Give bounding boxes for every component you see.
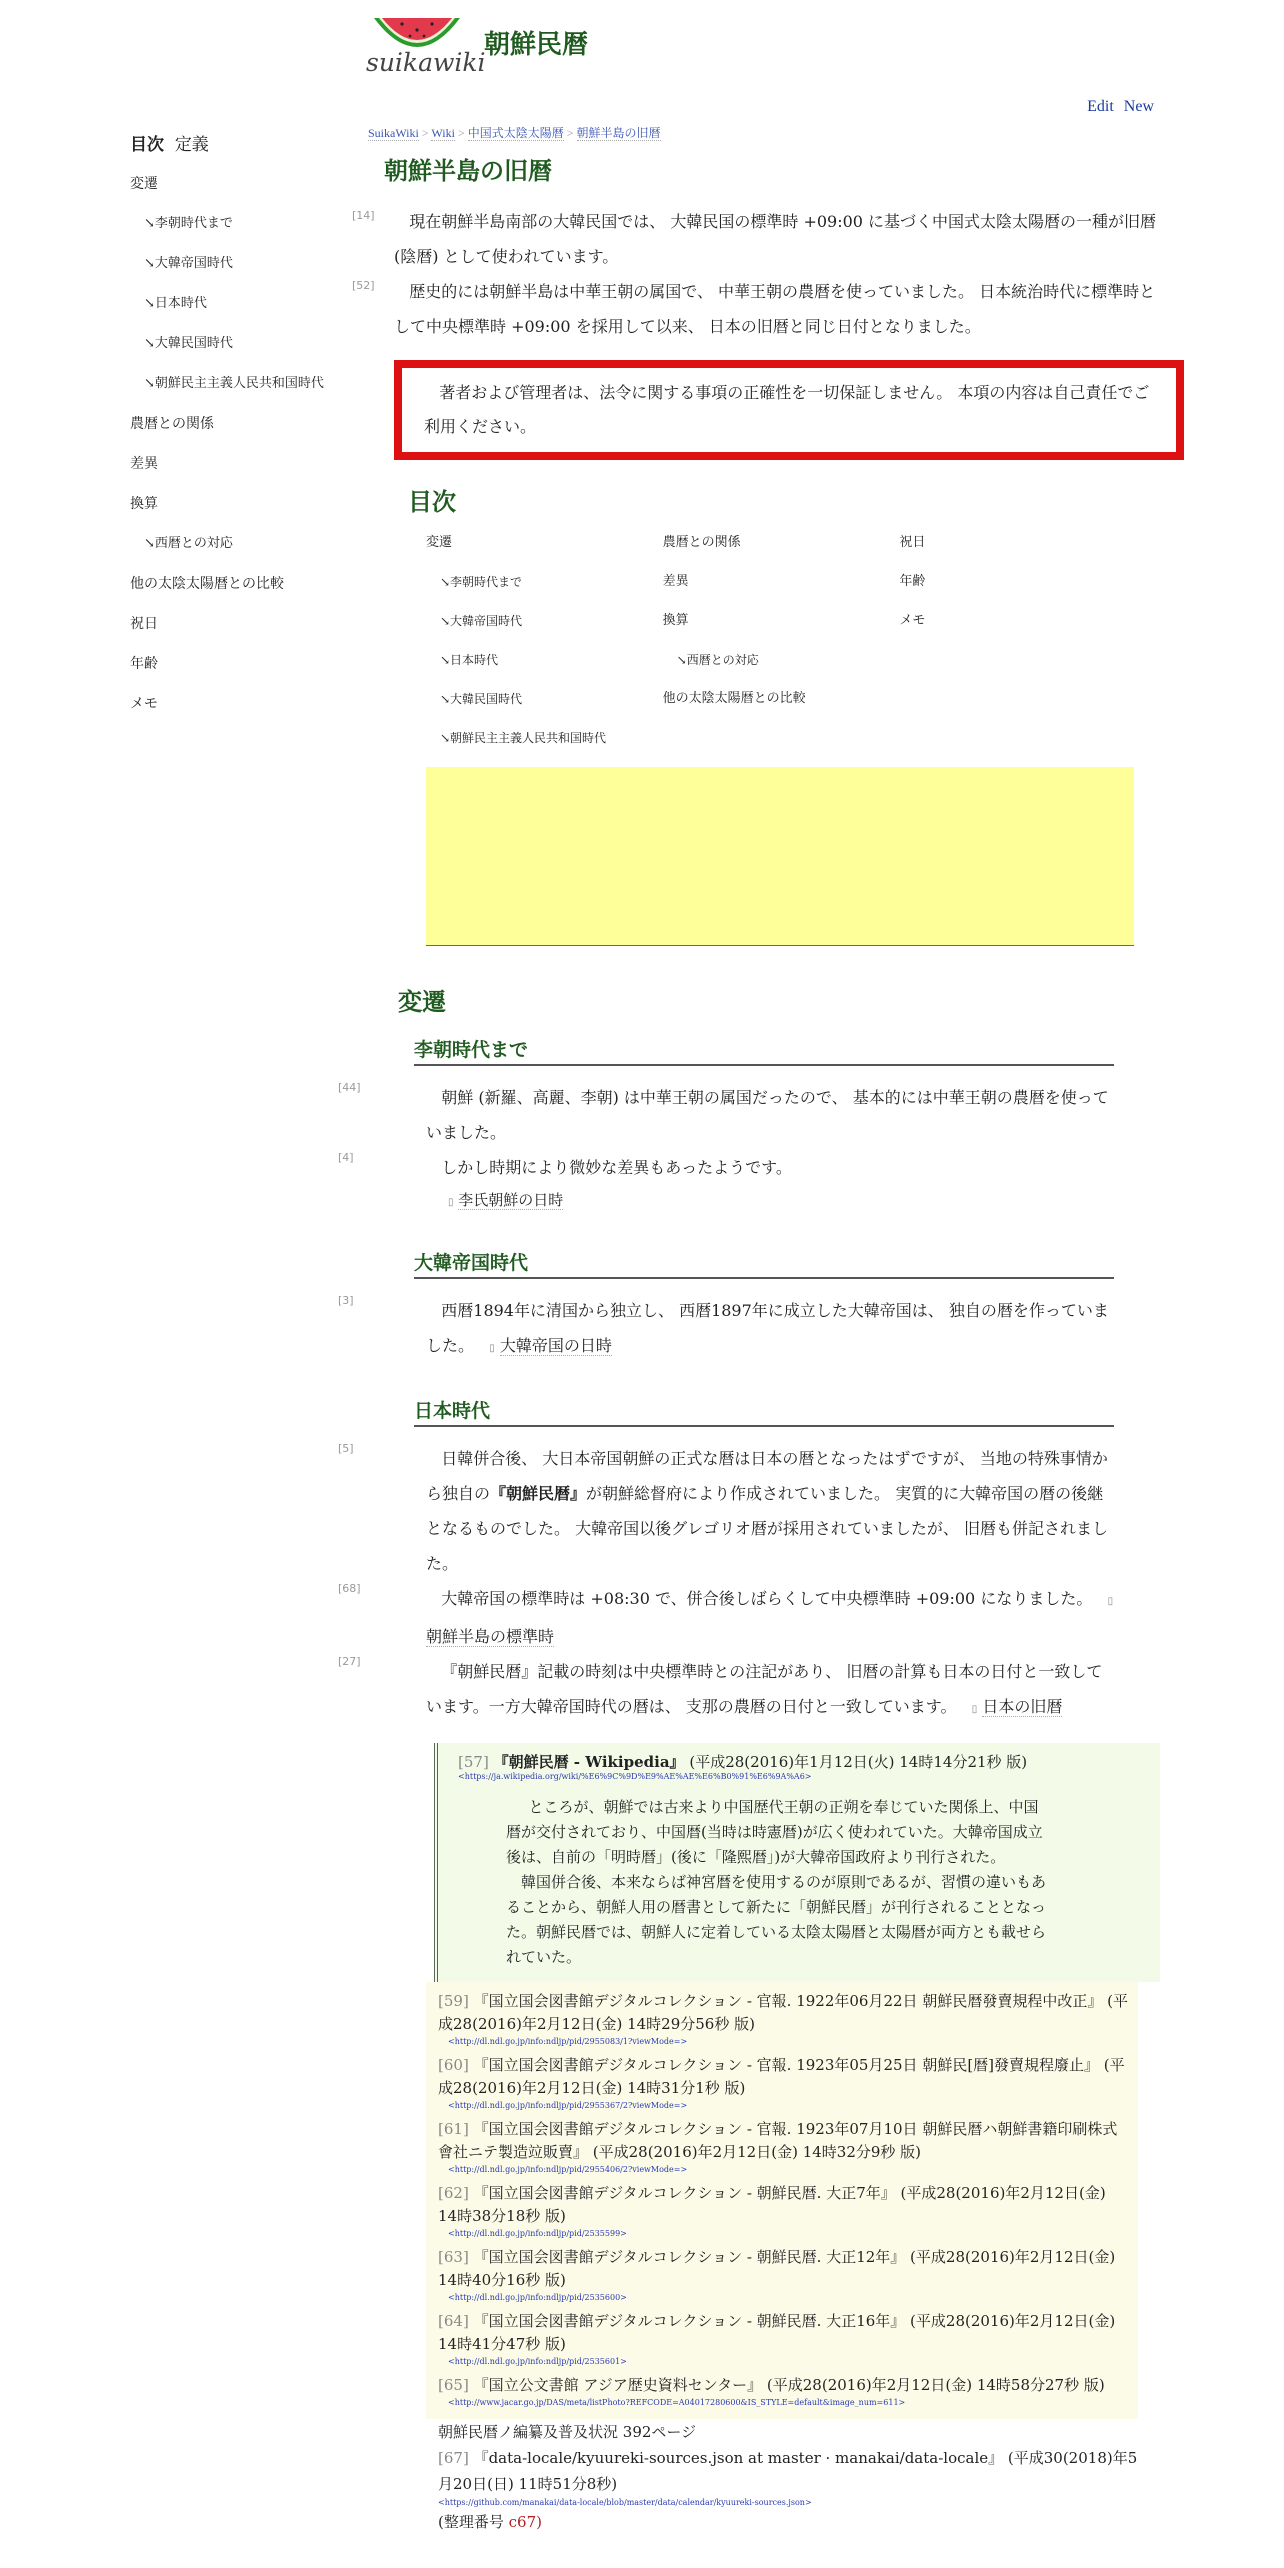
toc-link[interactable]: ↘李朝時代まで [440, 575, 523, 589]
sidebar-toc-link[interactable]: 差異 [130, 456, 158, 472]
reference-item [438, 2246, 1128, 2304]
sidebar-list [130, 173, 360, 733]
sidebar-toc-link[interactable]: ↘大韓帝国時代 [144, 256, 233, 271]
related-link[interactable]: 日本の旧暦 [982, 1697, 1063, 1716]
watermelon-icon [372, 16, 462, 50]
misc-notes [438, 2419, 1148, 2535]
reference-url[interactable]: <http://dl.ndl.go.jp/info:ndljp/pid/2535601> [448, 2357, 627, 2366]
quote-paragraph: ところが、朝鮮では古来より中国歴代王朝の正朔を奉じていた関係上、中国暦が交付されており、中国暦(当時は時憲暦)が広く使われていた。大韓帝国成立後は、自前の「明時暦」(後に「隆熙暦」)が大韓帝国政府より刊行された。 [506, 1798, 1043, 1866]
main-content [338, 124, 1157, 2535]
sidebar-toc-link[interactable]: 他の太陰太陽暦との比較 [130, 576, 284, 592]
reference-text: 『国立国会図書館デジタルコレクション - 朝鮮民暦. 大正16年』 (平成28(2016)年2月12日(金) 14時41分47秒 版) [438, 2312, 1116, 2353]
link-icon: ▯ [971, 1704, 978, 1715]
reference-number[interactable]: [65] [438, 2376, 474, 2394]
citation-number[interactable]: [57] [458, 1753, 489, 1771]
sidebar-toc-link[interactable]: ↘朝鮮民主主義人民共和国時代 [144, 376, 324, 391]
subsection-heading: 大韓帝国時代 [414, 1248, 1114, 1279]
paragraph-number[interactable]: [27] [338, 1655, 361, 1668]
reference-url[interactable]: <http://dl.ndl.go.jp/info:ndljp/pid/2955406/2?viewMode=> [448, 2165, 688, 2174]
citation-block [434, 1743, 1160, 1982]
citation-date: (平成28(2016)年1月12日(火) 14時14分21秒 版) [689, 1753, 1028, 1771]
paragraph-text: 日韓併合後、 大日本帝国朝鮮の正式な暦は日本の暦となったはずですが、 当地の特殊事情から独自の [426, 1449, 1108, 1503]
paragraph-text: 歴史的には朝鮮半島は中華王朝の属国で、 中華王朝の農暦を使っていました。 日本統治時代に標準時として中央標準時 +09:00 を採用して以来、 日本の旧暦と同じ日付となりました。 [394, 282, 1156, 336]
link-icon: ▯ [448, 1197, 454, 1208]
reference-text: 『国立国会図書館デジタルコレクション - 官報. 1923年07月10日 朝鮮民暦ハ朝鮮書籍印刷株式會社ニテ製造竝販賣』 (平成28(2016)年2月12日(金) 14時32分9秒 版) [438, 2120, 1118, 2161]
paragraph [338, 1080, 1116, 1150]
sidebar-toc-tab[interactable]: 目次 [130, 135, 164, 155]
sidebar-toc-link[interactable]: 年齢 [130, 656, 158, 672]
reference-text: 『data-locale/kyuureki-sources.json at master · manakai/data-locale』 (平成30(2018)年5月20日(日) 11時51分8秒) [438, 2449, 1138, 2493]
related-link-row [448, 1185, 1148, 1218]
breadcrumb: SuikaWiki > Wiki > 中国式太陰太陽暦 > 朝鮮半島の旧暦 [368, 126, 661, 140]
edit-link[interactable]: Edit [1087, 98, 1114, 115]
paragraph-text: 現在朝鮮半島南部の大韓民国では、 大韓民国の標準時 +09:00 に基づく中国式太陰太陽暦の一種が旧暦 (陰暦) として使われています。 [394, 212, 1157, 266]
sidebar-toc-link[interactable]: 祝日 [130, 616, 158, 632]
sidebar-toc-link[interactable]: ↘大韓民国時代 [144, 336, 233, 351]
toc-link[interactable]: メモ [899, 613, 926, 628]
sidebar-toc-link[interactable]: ↘日本時代 [144, 296, 207, 311]
legal-warning-box [394, 360, 1184, 460]
paragraph [338, 1654, 1116, 1727]
sidebar [130, 130, 360, 733]
reference-number[interactable]: [61] [438, 2120, 474, 2138]
breadcrumb-link[interactable]: SuikaWiki [368, 126, 419, 140]
sidebar-toc-link[interactable]: 変遷 [130, 176, 158, 192]
reference-url[interactable]: <http://www.jacar.go.jp/DAS/meta/listPhoto?REFCODE=A04017280600&IS_STYLE=default&image_num=611> [448, 2398, 906, 2407]
reference-text: 『国立国会図書館デジタルコレクション - 朝鮮民暦. 大正12年』 (平成28(2016)年2月12日(金) 14時40分16秒 版) [438, 2248, 1116, 2289]
sidebar-toc-link[interactable]: メモ [130, 696, 158, 712]
reference-number[interactable]: [67] [438, 2449, 469, 2467]
paragraph-number[interactable]: [4] [338, 1151, 354, 1164]
toc-link[interactable]: 変遷 [426, 535, 453, 550]
intro-paragraph [352, 204, 1164, 274]
paragraph-strong: 『朝鮮民暦』 [490, 1484, 587, 1503]
reference-url[interactable]: <http://dl.ndl.go.jp/info:ndljp/pid/2955083/1?viewMode=> [448, 2037, 688, 2046]
reference-text: 『国立国会図書館デジタルコレクション - 官報. 1923年05月25日 朝鮮民[暦]發賣規程廢止』 (平成28(2016)年2月12日(金) 14時31分1秒 版) [438, 2056, 1125, 2097]
toc-link[interactable]: ↘大韓民国時代 [440, 692, 523, 706]
paragraph-number[interactable]: [3] [338, 1294, 354, 1307]
toc-link[interactable]: ↘西暦との対応 [676, 653, 759, 667]
breadcrumb-link[interactable]: 朝鮮半島の旧暦 [576, 126, 661, 140]
breadcrumb-link[interactable]: 中国式太陰太陽暦 [467, 126, 564, 140]
paragraph-number[interactable]: [68] [338, 1582, 361, 1595]
reference-item [438, 1990, 1128, 2048]
sidebar-toc-link[interactable]: 換算 [130, 496, 158, 512]
toc-link[interactable]: ↘大韓帝国時代 [440, 614, 523, 628]
reference-item [438, 2054, 1128, 2112]
paragraph-text: 『朝鮮民暦』記載の時刻は中央標準時との注記があり、 旧暦の計算も日本の日付と一致しています。一方大韓帝国時代の暦は、 支那の農暦の日付と一致しています。 [426, 1662, 1103, 1716]
warning-text: 著者および管理者は、法令に関する事項の正確性を一切保証しません。 本項の内容は自己責任でご利用ください。 [424, 383, 1150, 436]
citation-header [458, 1751, 1148, 1772]
toc-link[interactable]: 祝日 [899, 535, 926, 550]
paragraph [338, 1150, 1116, 1185]
toc-column [426, 533, 663, 767]
paragraph-text: しかし時期により微妙な差異もあったようです。 [441, 1158, 792, 1177]
reference-text: 『国立国会図書館デジタルコレクション - 朝鮮民暦. 大正7年』 (平成28(2016)年2月12日(金) 14時38分18秒 版) [438, 2184, 1106, 2225]
toc-link[interactable]: 年齢 [899, 574, 926, 589]
paragraph-number[interactable]: [5] [338, 1442, 354, 1455]
breadcrumb-link[interactable]: Wiki [431, 126, 455, 140]
citation-url[interactable]: <https://ja.wikipedia.org/wiki/%E6%9C%9D%E9%AE%AE%E6%B0%91%E6%9A%A6> [458, 1772, 812, 1781]
sidebar-header [130, 130, 360, 155]
paragraph-number[interactable]: [44] [338, 1081, 361, 1094]
reference-url[interactable]: <https://github.com/manakai/data-locale/blob/master/data/calendar/kyuureki-sources.json> [438, 2498, 812, 2507]
reference-number[interactable]: [60] [438, 2056, 474, 2074]
logo-text: suikawiki [366, 48, 486, 77]
note-text: (整理番号 [438, 2513, 509, 2531]
related-link[interactable]: 大韓帝国の日時 [499, 1336, 612, 1355]
note-link[interactable]: c67) [508, 2513, 542, 2531]
toc-link[interactable]: ↘朝鮮民主主義人民共和国時代 [440, 731, 607, 745]
paragraph [338, 1581, 1116, 1654]
toc-link[interactable]: ↘日本時代 [440, 653, 499, 667]
citation-title[interactable]: 『朝鮮民暦 - Wikipedia』 [493, 1753, 685, 1771]
paragraph-number[interactable]: [14] [352, 209, 375, 222]
subsection-heading: 日本時代 [414, 1396, 1114, 1427]
reference-item [438, 2182, 1128, 2240]
citation-quote [506, 1795, 1046, 1970]
toc-column [899, 533, 1136, 767]
top-nav [1081, 98, 1154, 116]
paragraph [338, 1293, 1116, 1366]
toc-title: 目次 [408, 487, 456, 516]
paragraph-text: 西暦1894年に清国から独立し、 西暦1897年に成立した大韓帝国は、 独自の暦を作っていました。 [426, 1301, 1109, 1355]
site-title: 朝鮮民暦 [484, 30, 589, 60]
reference-url[interactable]: <http://dl.ndl.go.jp/info:ndljp/pid/2535600> [448, 2293, 627, 2302]
note-line: 朝鮮民暦ノ編纂及普及状況 392ページ [438, 2423, 697, 2441]
sidebar-toc-link[interactable]: ↘西暦との対応 [144, 536, 233, 551]
new-link[interactable]: New [1123, 98, 1154, 115]
toc-link[interactable]: 他の太陰太陽暦との比較 [662, 691, 806, 706]
paragraph [338, 1441, 1116, 1581]
paragraph-text: 大韓帝国の標準時は +08:30 で、併合後しばらくして中央標準時 +09:00 になりました。 [441, 1589, 1093, 1608]
toc-link[interactable]: 差異 [662, 574, 689, 589]
reference-number[interactable]: [64] [438, 2312, 474, 2330]
toc [426, 533, 1136, 767]
subsection-heading: 李朝時代まで [414, 1035, 1114, 1066]
ad-placeholder [426, 767, 1134, 946]
reference-url[interactable]: <http://dl.ndl.go.jp/info:ndljp/pid/2955367/2?viewMode=> [448, 2101, 688, 2110]
reference-item [438, 2374, 1128, 2409]
sidebar-def-tab[interactable]: 定義 [174, 135, 209, 155]
paragraph-text: 朝鮮 (新羅、高麗、李朝) は中華王朝の属国だったので、 基本的には中華王朝の農暦を使っていました。 [426, 1088, 1109, 1142]
reference-text: 『国立国会図書館デジタルコレクション - 官報. 1922年06月22日 朝鮮民暦發賣規程中改正』 (平成28(2016)年2月12日(金) 14時29分56秒 版) [438, 1992, 1128, 2033]
note-line [438, 2509, 1148, 2535]
site-logo[interactable] [366, 16, 486, 78]
reference-number[interactable]: [59] [438, 1992, 474, 2010]
reference-text: 『国立公文書館 アジア歴史資料センター』 (平成28(2016)年2月12日(金) 14時58分27秒 版) [473, 2376, 1105, 2394]
toc-link[interactable]: 農暦との関係 [662, 535, 741, 550]
reference-list [426, 1982, 1138, 2419]
reference-item [438, 2310, 1128, 2368]
toc-column [663, 533, 900, 767]
reference-number[interactable]: [63] [438, 2248, 474, 2266]
paragraph-text: が朝鮮総督府により作成されていました。 実質的に大韓帝国の暦の後継となるものでした。 大韓帝国以後グレゴリオ暦が採用されていましたが、 旧暦も併記されました。 [426, 1484, 1109, 1573]
sidebar-toc-link[interactable]: ↘李朝時代まで [144, 216, 233, 231]
reference-item [438, 2118, 1128, 2176]
paragraph-number[interactable]: [52] [352, 279, 375, 292]
quote-paragraph: 韓国併合後、本来ならば神宮暦を使用するのが原則であるが、習慣の違いもあることから、朝鮮人用の暦書として新たに「朝鮮民暦」が刊行されることとなった。朝鮮民暦では、朝鮮人に定着している太陰太陽暦と太陽暦が両方とも載せられていた。 [506, 1873, 1047, 1966]
related-link[interactable]: 朝鮮半島の標準時 [426, 1627, 555, 1646]
link-icon: ▯ [489, 1343, 495, 1354]
page-title: 朝鮮半島の旧暦 [384, 156, 552, 185]
reference-item [438, 2445, 1148, 2509]
reference-number[interactable]: [62] [438, 2184, 474, 2202]
sidebar-toc-link[interactable]: 農暦との関係 [130, 416, 214, 432]
reference-url[interactable]: <http://dl.ndl.go.jp/info:ndljp/pid/2535599> [448, 2229, 627, 2238]
toc-link[interactable]: 換算 [662, 613, 689, 628]
link-icon: ▯ [1107, 1596, 1114, 1607]
related-link[interactable]: 李氏朝鮮の日時 [458, 1191, 564, 1209]
intro-paragraph [352, 274, 1164, 344]
section-heading: 変遷 [398, 987, 446, 1016]
